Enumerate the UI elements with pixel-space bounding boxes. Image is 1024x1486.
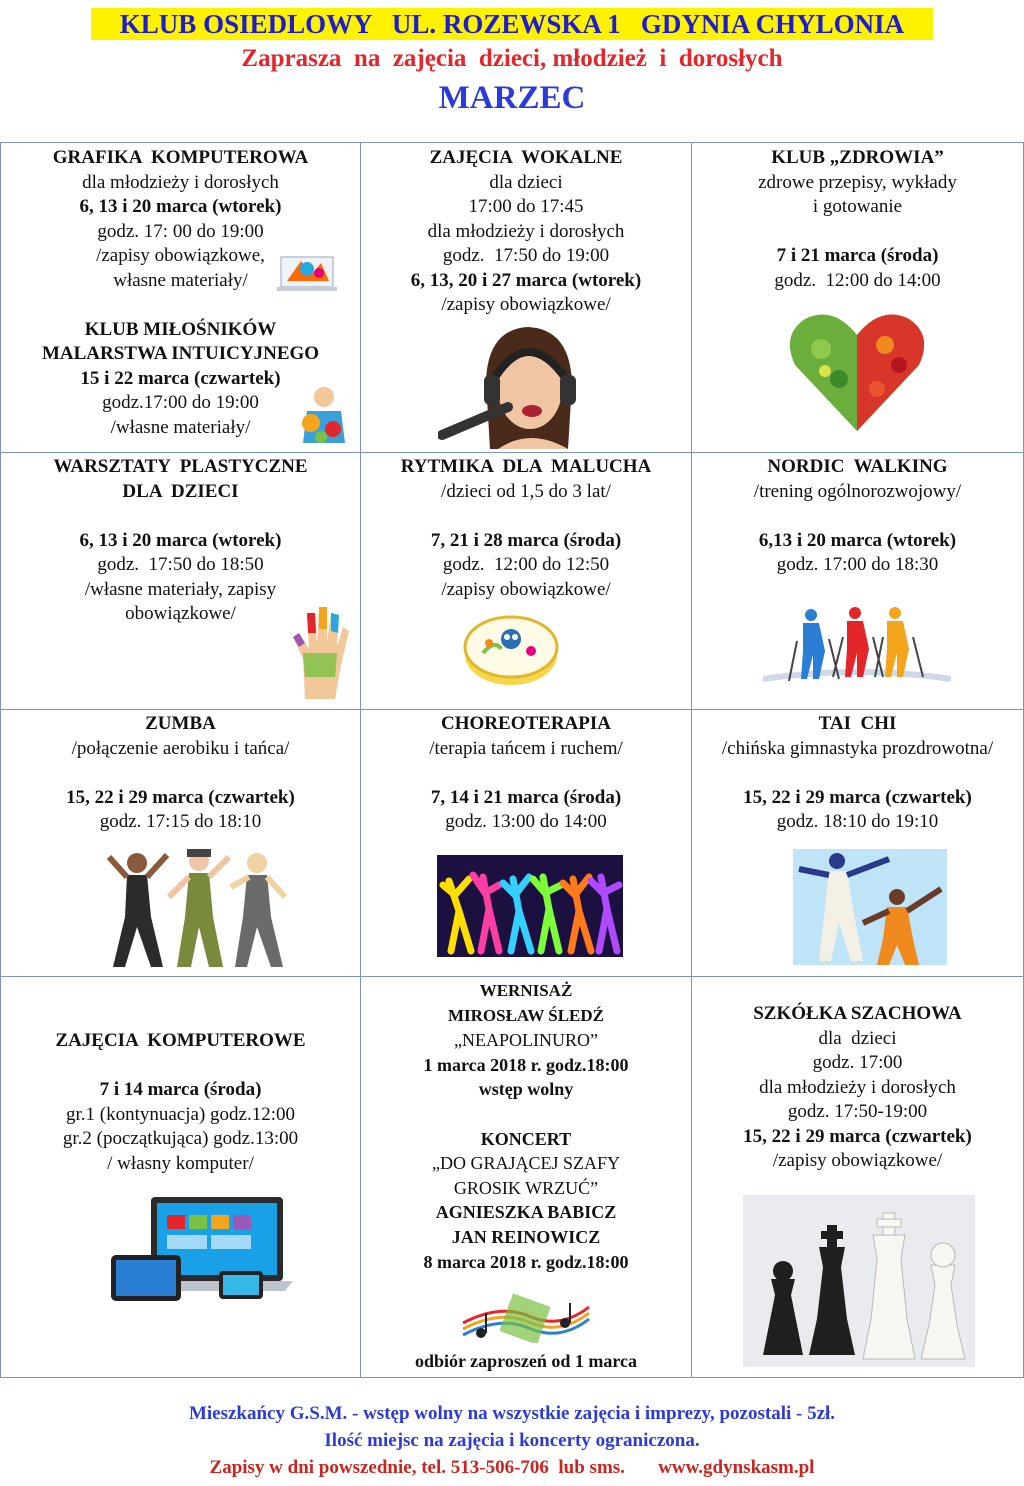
footer-capacity: Ilość miejsc na zajęcia i koncerty ograniczona. xyxy=(324,1430,700,1451)
month-heading: MARZEC xyxy=(438,80,586,116)
activity-title: NORDIC WALKING xyxy=(767,456,948,477)
activity-dates: 6, 13 i 20 marca (wtorek) xyxy=(79,529,282,551)
activity-hours: godz. 12:00 do 14:00 xyxy=(774,269,941,291)
activity-note: /własne materiały, zapisy xyxy=(84,578,277,600)
activity-group: gr.2 (początkująca) godz.13:00 xyxy=(62,1128,299,1149)
event-exhibition: „NEAPOLINURO” xyxy=(454,1030,598,1051)
activity-title: SZKÓŁKA SZACHOWA xyxy=(753,1003,962,1024)
activity-title: KLUB „ZDROWIA” xyxy=(771,147,944,168)
club-title: KLUB OSIEDLOWY UL. ROZEWSKA 1 GDYNIA CHYLONIA xyxy=(91,8,933,40)
tai-chi-image xyxy=(793,849,947,965)
activity-dates: 6,13 i 20 marca (wtorek) xyxy=(758,529,957,551)
activity-note: /zapisy obowiązkowe, xyxy=(96,245,265,266)
cell-komputerowe xyxy=(1,1029,360,1176)
footer-phone: Zapisy w dni powszednie, tel. 513-506-706 lub sms. xyxy=(209,1457,625,1478)
activity-audience: /dzieci od 1,5 do 3 lat/ xyxy=(441,480,611,502)
activity-dates: 6, 13, 20 i 27 marca (wtorek) xyxy=(410,269,642,291)
activity-audience: dla młodzieży i dorosłych xyxy=(427,220,625,242)
activity-description: /chińska gimnastyka prozdrowotna/ xyxy=(721,737,994,759)
activity-audience: dla młodzieży i dorosłych xyxy=(82,171,279,193)
activity-title: ZAJĘCIA WOKALNE xyxy=(429,147,623,168)
painted-hand-image xyxy=(287,603,349,701)
event-entry: wstęp wolny xyxy=(478,1079,574,1100)
footer-website-link[interactable]: www.gdynskasm.pl xyxy=(658,1457,815,1478)
activity-hours: godz. 17: 00 do 19:00 xyxy=(97,220,264,242)
nordic-walkers-image xyxy=(763,605,951,687)
cell-wokalne xyxy=(361,146,691,318)
activity-note: /zapisy obowiązkowe/ xyxy=(441,578,611,600)
tambourine-image xyxy=(461,609,561,695)
cell-wydarzenia xyxy=(361,979,691,1274)
event-artist: MIROSŁAW ŚLEDŹ xyxy=(447,1005,605,1025)
page-header xyxy=(0,0,1024,140)
invitation-note xyxy=(361,1349,691,1374)
activity-dates: 7 i 14 marca (środa) xyxy=(99,1079,262,1100)
activity-title: WARSZTATY PLASTYCZNE xyxy=(53,456,308,477)
activity-dates: 6, 13 i 20 marca (wtorek) xyxy=(79,196,282,217)
activity-hours: godz. 17:15 do 18:10 xyxy=(99,811,262,832)
event-date: 1 marca 2018 r. godz.18:00 xyxy=(423,1054,629,1075)
cell-szachy xyxy=(692,1002,1023,1174)
concert-title: „DO GRAJĄCEJ SZAFY xyxy=(431,1153,620,1174)
cell-rytmika xyxy=(361,455,691,602)
grid-divider xyxy=(1,976,1023,977)
activity-title: MALARSTWA INTUICYJNEGO xyxy=(41,343,320,364)
activity-title: DLA DZIECI xyxy=(122,480,239,502)
activity-note: własne materiały/ xyxy=(113,269,248,291)
activity-dates: 7, 21 i 28 marca (środa) xyxy=(430,529,622,551)
activity-note: /zapisy obowiązkowe/ xyxy=(441,294,611,315)
activity-audience: dla młodzieży i dorosłych xyxy=(759,1076,956,1098)
activity-description: /trening ogólnorozwojowy/ xyxy=(753,480,962,502)
schedule-grid xyxy=(0,142,1024,1378)
activity-title: TAI CHI xyxy=(818,713,897,734)
activity-description: /połączenie aerobiku i tańca/ xyxy=(71,737,290,759)
activity-note: obowiązkowe/ xyxy=(125,603,236,624)
cell-nordic xyxy=(692,455,1023,578)
devices-image xyxy=(107,1193,293,1303)
music-notes-image xyxy=(461,1293,591,1343)
cell-choreo xyxy=(361,712,691,835)
cell-plastyczne xyxy=(1,455,360,627)
concert-performer: AGNIESZKA BABICZ xyxy=(435,1202,617,1223)
grid-divider xyxy=(1,709,1023,710)
activity-dates: 15, 22 i 29 marca (czwartek) xyxy=(743,1125,972,1147)
concert-performer: JAN REINOWICZ xyxy=(451,1226,601,1247)
activity-hours: godz. 17:50 do 18:50 xyxy=(97,554,264,575)
activity-title: KLUB MIŁOŚNIKÓW xyxy=(84,318,277,340)
activity-hours: 17:00 do 17:45 xyxy=(468,196,584,217)
activity-title: RYTMIKA DLA MALUCHA xyxy=(400,456,652,477)
activity-dates: 7, 14 i 21 marca (środa) xyxy=(430,786,622,808)
activity-hours: godz. 13:00 do 14:00 xyxy=(445,811,607,832)
activity-hours: godz. 17:00 xyxy=(812,1052,903,1073)
activity-description: i gotowanie xyxy=(812,196,903,217)
activity-hours: godz. 17:00 do 18:30 xyxy=(776,554,939,575)
vegetable-heart-image xyxy=(785,309,929,435)
singer-image xyxy=(438,323,614,449)
painting-image xyxy=(295,383,353,445)
event-title: WERNISAŻ xyxy=(479,981,573,1000)
activity-note: /własne materiały/ xyxy=(110,416,251,438)
activity-dates: 15, 22 i 29 marca (czwartek) xyxy=(743,786,972,808)
activity-dates: 7 i 21 marca (środa) xyxy=(776,245,939,266)
activity-description: /terapia tańcem i ruchem/ xyxy=(429,737,623,759)
event-date: 8 marca 2018 r. godz.18:00 xyxy=(423,1251,629,1272)
invitation-subtitle: Zaprasza na zajęcia dzieci, młodzież i dorosłych xyxy=(241,45,783,72)
zumba-dancers-image xyxy=(107,847,287,971)
cell-zumba xyxy=(1,712,360,835)
activity-audience: dla dzieci xyxy=(818,1027,897,1049)
activity-dates: 15, 22 i 29 marca (czwartek) xyxy=(66,786,295,808)
activity-note: /zapisy obowiązkowe/ xyxy=(772,1150,943,1171)
activity-title: ZUMBA xyxy=(145,713,216,734)
cell-zdrowia xyxy=(692,146,1023,293)
activity-group: gr.1 (kontynuacja) godz.12:00 xyxy=(65,1103,295,1125)
activity-audience: dla dzieci xyxy=(489,171,563,193)
activity-title: GRAFIKA KOMPUTEROWA xyxy=(52,147,309,168)
event-title: KONCERT xyxy=(480,1128,572,1149)
grid-divider xyxy=(1,452,1023,453)
activity-hours: godz. 17:50 do 19:00 xyxy=(442,245,610,266)
activity-hours: godz. 17:50-19:00 xyxy=(787,1101,928,1122)
invitation-pickup: odbiór zaproszeń od 1 marca xyxy=(414,1351,637,1371)
footer-contact xyxy=(0,1454,1024,1481)
activity-title: ZAJĘCIA KOMPUTEROWE xyxy=(55,1030,306,1051)
activity-description: zdrowe przepisy, wykłady xyxy=(758,171,957,193)
concert-title: GROSIK WRZUĆ” xyxy=(453,1177,599,1198)
dance-therapy-image xyxy=(437,855,623,957)
chess-image xyxy=(743,1195,975,1367)
activity-dates: 15 i 22 marca (czwartek) xyxy=(80,367,281,389)
activity-title: CHOREOTERAPIA xyxy=(441,713,611,734)
page-footer xyxy=(0,1400,1024,1481)
graphic-design-image xyxy=(277,251,339,295)
activity-note: / własny komputer/ xyxy=(107,1152,254,1174)
activity-hours: godz. 12:00 do 12:50 xyxy=(442,554,610,575)
activity-hours: godz.17:00 do 19:00 xyxy=(102,392,259,413)
footer-prices: Mieszkańcy G.S.M. - wstęp wolny na wszystkie zajęcia i imprezy, pozostali - 5zł. xyxy=(188,1403,836,1424)
activity-hours: godz. 18:10 do 19:10 xyxy=(776,811,939,832)
cell-taichi xyxy=(692,712,1023,835)
